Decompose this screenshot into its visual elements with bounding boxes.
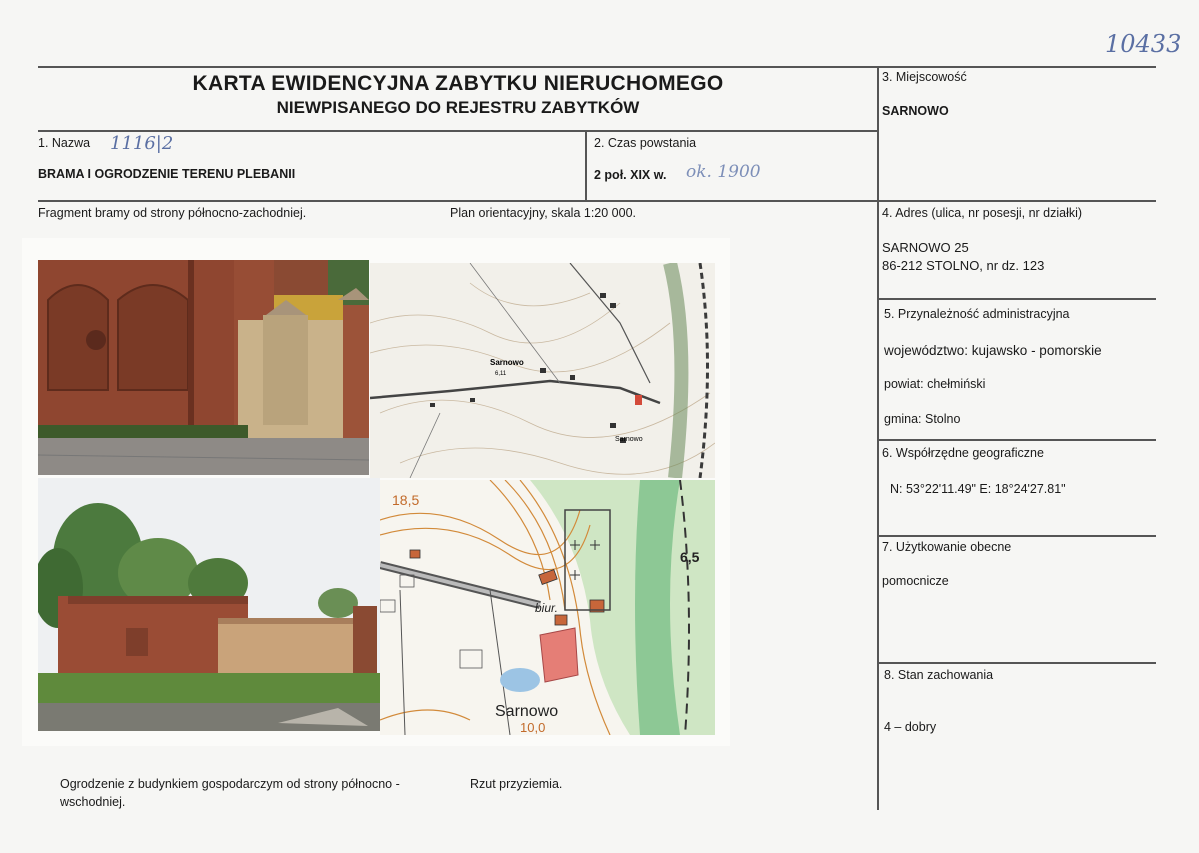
czas-value: 2 poł. XIX w. bbox=[594, 168, 667, 182]
map-label-village: Sarnowo bbox=[490, 358, 524, 367]
przynaleznosc-label: 5. Przynależność administracyjna bbox=[884, 307, 1070, 321]
nazwa-note: 1116|2 bbox=[110, 133, 174, 154]
map-label-elev-18-5: 18,5 bbox=[392, 492, 420, 508]
wspolrzedne-value: N: 53°22'11.49" E: 18°24'27.81" bbox=[890, 482, 1066, 496]
uzytkowanie-value: pomocnicze bbox=[882, 574, 949, 588]
map-label-village-small: Sarnowo bbox=[615, 436, 643, 443]
nazwa-value: BRAMA I OGRODZENIE TERENU PLEBANII bbox=[38, 167, 296, 181]
page-subtitle: NIEWPISANEGO DO REJESTRU ZABYTKÓW bbox=[276, 98, 640, 117]
photo-bottom-caption-line2: wschodniej. bbox=[60, 795, 126, 809]
photo-bottom-caption-line1: Ogrodzenie z budynkiem gospodarczym od strony północno - bbox=[60, 777, 400, 791]
page-title: KARTA EWIDENCYJNA ZABYTKU NIERUCHOMEGO bbox=[192, 72, 724, 95]
czas-note: ok. 1900 bbox=[686, 162, 761, 182]
rule-vertical-main bbox=[877, 66, 879, 810]
map-overview bbox=[370, 263, 715, 478]
map-label-elev-10-0: 10,0 bbox=[520, 720, 546, 735]
wspolrzedne-label: 6. Współrzędne geograficzne bbox=[882, 446, 1044, 460]
miejscowosc-label: 3. Miejscowość bbox=[882, 70, 967, 84]
map-label-detail-village: Sarnowo bbox=[495, 703, 559, 720]
photo-gate-northwest bbox=[38, 260, 369, 475]
rule-right-1 bbox=[878, 298, 1156, 300]
rule-header-bottom bbox=[38, 130, 878, 132]
rule-top bbox=[38, 66, 1156, 68]
nazwa-label: 1. Nazwa bbox=[38, 136, 91, 150]
rule-vertical-fields bbox=[585, 130, 587, 201]
czas-label: 2. Czas powstania bbox=[594, 136, 697, 150]
map-bottom-caption: Rzut przyziemia. bbox=[470, 777, 563, 791]
photo-top-caption: Fragment bramy od strony północno-zachodniej. bbox=[38, 206, 307, 220]
gmina-value: gmina: Stolno bbox=[884, 412, 961, 426]
map-label-spot: 6,11 bbox=[495, 371, 507, 377]
stan-value: 4 – dobry bbox=[884, 720, 937, 734]
adres-line1: SARNOWO 25 bbox=[882, 240, 969, 255]
map-label-biur: biur. bbox=[535, 601, 558, 615]
map-detail-plan bbox=[380, 480, 715, 735]
map-top-caption: Plan orientacyjny, skala 1:20 000. bbox=[450, 206, 636, 220]
miejscowosc-value: SARNOWO bbox=[882, 104, 949, 118]
rule-right-2 bbox=[878, 439, 1156, 441]
rule-fields-bottom bbox=[38, 200, 1156, 202]
map-label-elev-6-5: 6,5 bbox=[680, 549, 700, 565]
rule-right-3 bbox=[878, 535, 1156, 537]
uzytkowanie-label: 7. Użytkowanie obecne bbox=[882, 540, 1012, 554]
powiat-value: powiat: chełmiński bbox=[884, 377, 986, 391]
wojewodztwo-value: województwo: kujawsko - pomorskie bbox=[884, 343, 1102, 358]
photo-wall-northeast bbox=[38, 478, 380, 731]
handwritten-number: 10433 bbox=[1105, 30, 1182, 58]
stan-label: 8. Stan zachowania bbox=[884, 668, 994, 682]
adres-label: 4. Adres (ulica, nr posesji, nr działki) bbox=[882, 206, 1083, 220]
rule-right-4 bbox=[878, 662, 1156, 664]
adres-line2: 86-212 STOLNO, nr dz. 123 bbox=[882, 258, 1045, 273]
